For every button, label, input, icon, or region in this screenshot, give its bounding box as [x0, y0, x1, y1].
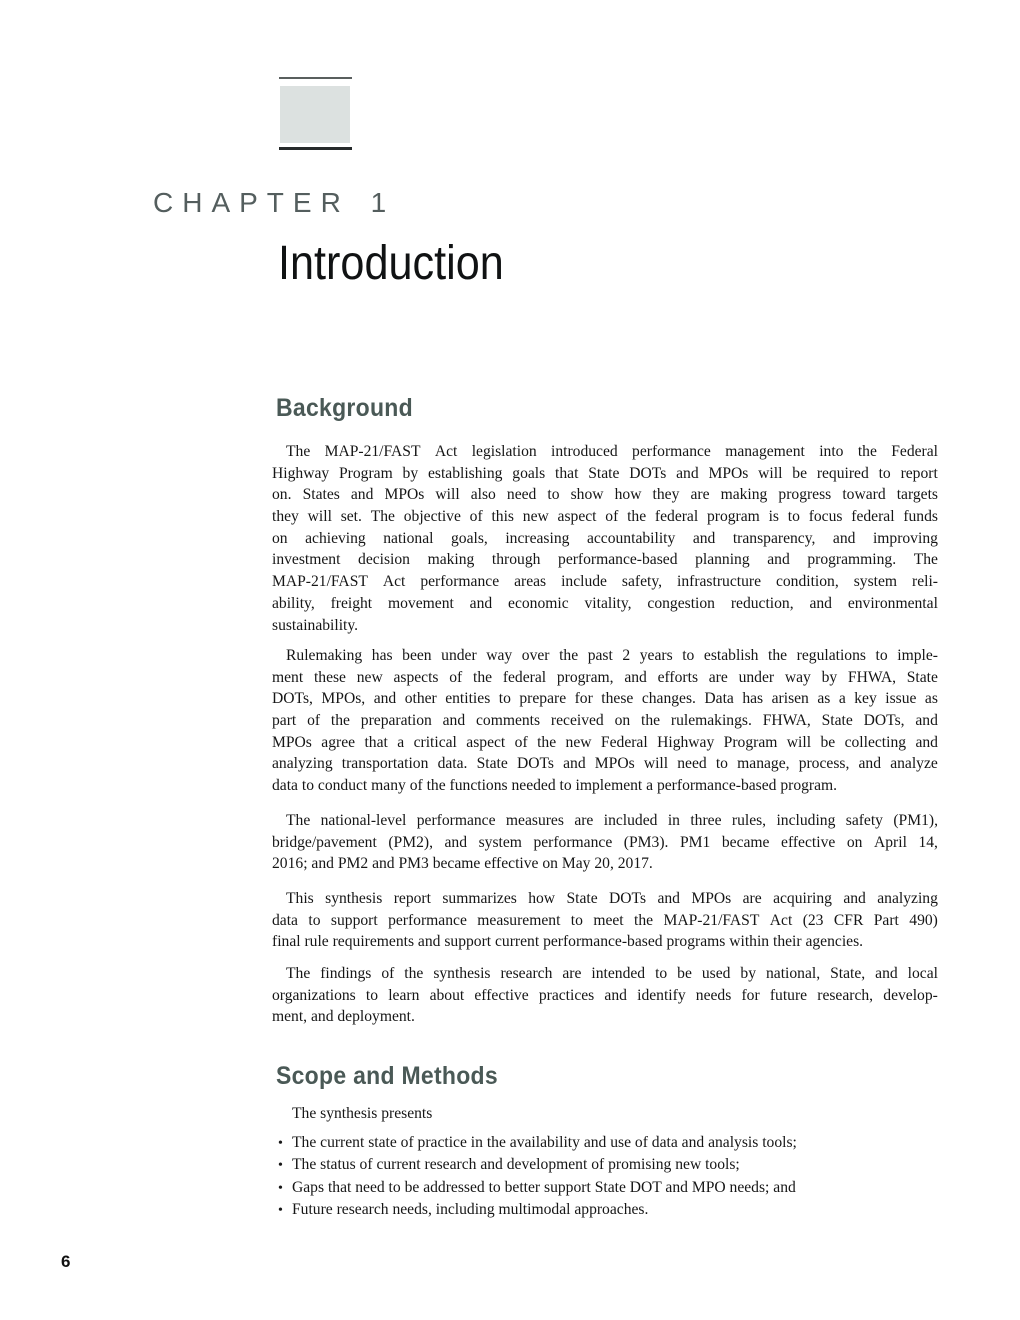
text-line: organizations to learn about effective practices and identify needs for future research, develop-	[272, 986, 938, 1004]
page-number: 6	[61, 1252, 71, 1271]
section-heading-scope-and-methods: Scope and Methods	[276, 1062, 498, 1090]
paragraph-background-5	[272, 963, 938, 1028]
chapter-ornament-rule-top	[279, 77, 352, 79]
text-line: The MAP-21/FAST Act legislation introduced performance management into the Federal	[286, 443, 938, 460]
bullet-marker-icon: •	[278, 1136, 283, 1151]
bullet-text: Gaps that need to be addressed to better support State DOT and MPO needs; and	[292, 1178, 796, 1196]
text-line: sustainability.	[272, 616, 359, 634]
bullet-text: The status of current research and development of promising new tools;	[292, 1156, 740, 1174]
text-line: part of the preparation and comments received on the rulemakings. FHWA, State DOTs, and	[272, 712, 938, 730]
bullet-item	[272, 1132, 938, 1154]
text-line: MPOs agree that a critical aspect of the new Federal Highway Program will be collecting and	[272, 733, 938, 751]
page-title: Introduction	[278, 237, 504, 290]
chapter-label: CHAPTER 1	[153, 187, 396, 218]
text-line: bridge/pavement (PM2), and system performance (PM3). PM1 became effective on April 14,	[272, 833, 938, 851]
scope-bullet-list	[272, 1132, 938, 1222]
text-line: ment, and deployment.	[272, 1008, 415, 1026]
text-line: Rulemaking has been under way over the past 2 years to establish the regulations to imple-	[286, 647, 938, 664]
text-line: ability, freight movement and economic vitality, congestion reduction, and environmental	[272, 594, 938, 612]
paragraph-background-4	[272, 888, 938, 953]
bullet-item	[272, 1177, 938, 1199]
text-line: MAP-21/FAST Act performance areas include safety, infrastructure condition, system reli-	[272, 573, 938, 591]
text-line: Highway Program by establishing goals that State DOTs and MPOs will be required to report	[272, 464, 938, 482]
text-line: DOTs, MPOs, and other entities to prepare for these changes. Data has arisen as a key issue as	[272, 690, 938, 708]
text-line: 2016; and PM2 and PM3 became effective on May 20, 2017.	[272, 855, 653, 873]
paragraph-background-3	[272, 810, 938, 875]
chapter-ornament-box	[280, 86, 350, 143]
bullet-item	[272, 1199, 938, 1221]
text-line: ment these new aspects of the federal program, and efforts are under way by FHWA, State	[272, 668, 938, 686]
bullet-marker-icon: •	[278, 1158, 283, 1174]
text-line: on. States and MPOs will also need to show how they are making progress toward targets	[272, 486, 938, 504]
bullet-marker-icon: •	[278, 1180, 283, 1196]
text-line: analyzing transportation data. State DOTs and MPOs will need to manage, process, and analyze	[272, 755, 938, 773]
bullet-marker-icon: •	[278, 1203, 283, 1219]
text-line: they will set. The objective of this new aspect of the federal program is to focus federal funds	[272, 508, 938, 526]
bullet-text: Future research needs, including multimodal approaches.	[292, 1201, 649, 1219]
paragraph-background-1	[272, 441, 938, 636]
chapter-ornament-rule-bottom	[279, 147, 352, 150]
bullet-item	[272, 1154, 938, 1176]
text-line: data to support performance measurement to meet the MAP-21/FAST Act (23 CFR Part 490)	[272, 911, 938, 929]
text-line: investment decision making through performance-based planning and programming. The	[272, 551, 938, 569]
section-heading-background: Background	[276, 394, 413, 422]
text-line: This synthesis report summarizes how State DOTs and MPOs are acquiring and analyzing	[286, 890, 938, 907]
text-line: The findings of the synthesis research are intended to be used by national, State, and local	[286, 965, 938, 982]
text-line: data to conduct many of the functions needed to implement a performance-based program.	[272, 777, 838, 795]
scope-intro-text: The synthesis presents	[292, 1105, 433, 1122]
text-line: The national-level performance measures are included in three rules, including safety (PM1),	[286, 812, 938, 829]
paragraph-background-2	[272, 645, 938, 797]
bullet-text: The current state of practice in the availability and use of data and analysis tools;	[292, 1134, 797, 1151]
text-line: final rule requirements and support current performance-based programs within their agencies.	[272, 933, 864, 951]
text-line: on achieving national goals, increasing accountability and transparency, and improving	[272, 529, 938, 547]
